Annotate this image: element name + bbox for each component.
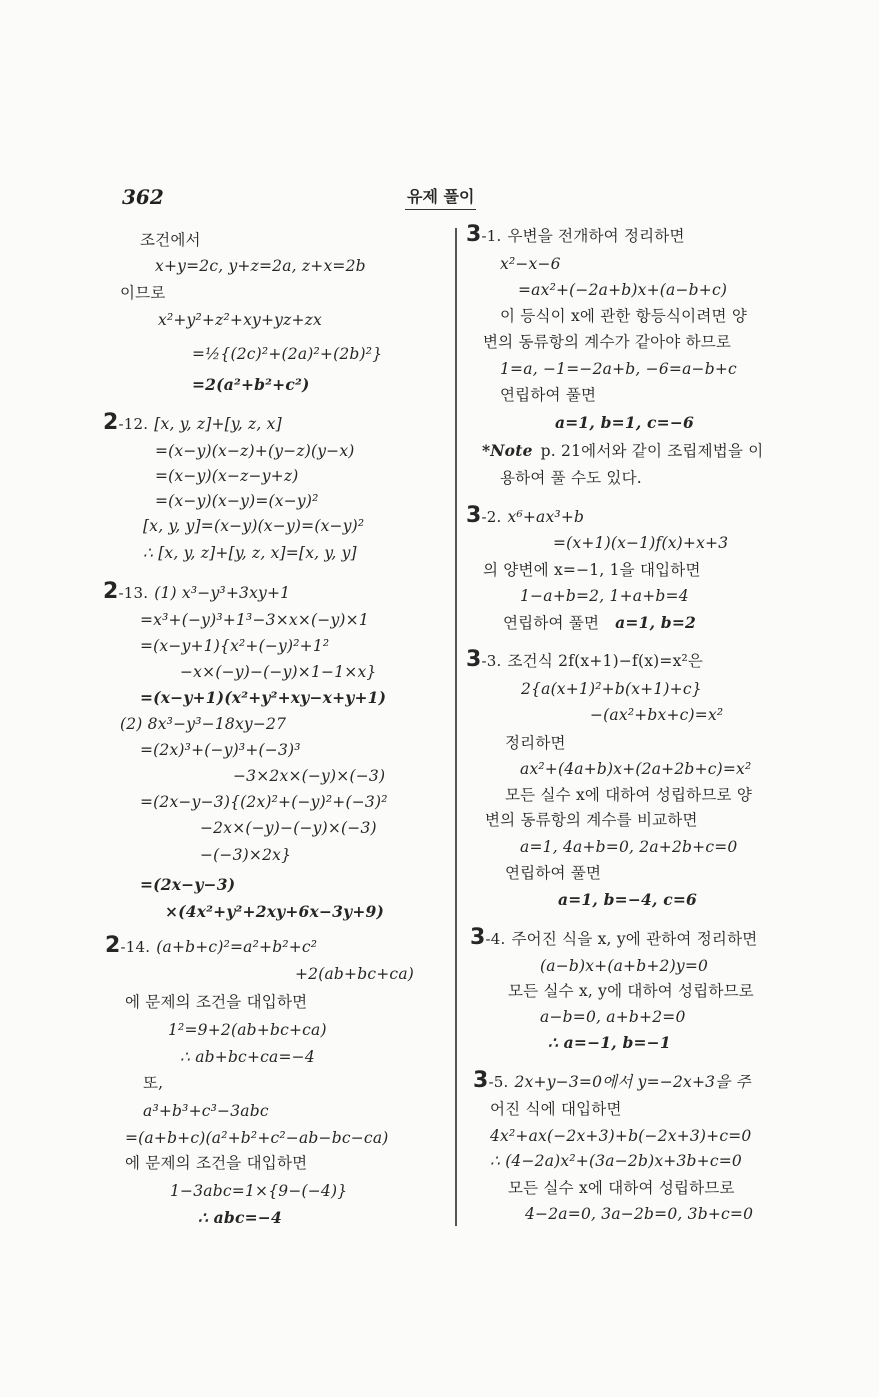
math-line: 1²=9+2(ab+bc+ca) [168,1021,327,1039]
problem-3-3 [466,648,703,673]
text-line: 의 양변에 x=−1, 1을 대입하면 [483,561,701,579]
page-title: 유제 풀이 [405,184,476,210]
problem-minor: -14. [120,938,151,956]
math-line: =ax²+(−2a+b)x+(a−b+c) [518,281,728,299]
math-line: 2{a(x+1)²+b(x+1)+c} [521,680,702,698]
problem-major: 3 [473,1068,489,1093]
math-line: 1−a+b=2, 1+a+b=4 [520,587,689,605]
problem-2-12 [103,411,282,436]
text-line: 모든 실수 x에 대하여 성립하므로 [508,1179,735,1197]
problem-major: 2 [103,410,119,435]
math-line: 1=a, −1=−2a+b, −6=a−b+c [500,360,737,378]
math-line: =(2x)³+(−y)³+(−3)³ [140,741,301,759]
math-result: =(2x−y−3) [140,875,236,894]
problem-expression: (1) x³−y³+3xy+1 [154,584,291,602]
math-line: =(x−y)(x−z−y+z) [155,467,299,485]
math-line: [x, y, y]=(x−y)(x−y)=(x−y)² [143,517,365,535]
math-line: −(−3)×2x} [200,846,292,864]
math-line: =(x−y)(x−y)=(x−y)² [155,492,319,510]
math-line: a−b=0, a+b+2=0 [540,1008,686,1026]
math-result: a=1, b=2 [615,613,696,632]
text-line: 이므로 [120,284,166,302]
math-result: a=1, b=−4, c=6 [558,890,698,909]
note-text: 용하여 풀 수도 있다. [500,469,642,487]
math-line: −3×2x×(−y)×(−3) [233,767,386,785]
math-line: =(x−y+1){x²+(−y)²+1² [140,637,330,655]
problem-minor: -5. [488,1073,509,1091]
text-line: 모든 실수 x에 대하여 성립하므로 양 [505,786,752,804]
page-number: 362 [122,185,164,209]
problem-minor: -4. [485,930,506,948]
problem-major: 2 [103,579,119,604]
problem-minor: -2. [481,508,502,526]
text-line: 변의 동류항의 계수가 같아야 하므로 [483,333,732,351]
math-line: ax²+(4a+b)x+(2a+2b+c)=x² [520,760,752,778]
math-result: =(x−y+1)(x²+y²+xy−x+y+1) [140,688,387,707]
math-line: =x³+(−y)³+1³−3×x×(−y)×1 [140,611,369,629]
math-line: ∴ (4−2a)x²+(3a−2b)x+3b+c=0 [490,1152,742,1170]
math-line: =(x+1)(x−1)f(x)+x+3 [553,534,729,552]
math-result: =2(a²+b²+c²) [192,375,310,394]
problem-text: 주어진 식을 x, y에 관하여 정리하면 [511,930,758,948]
text-line: 이 등식이 x에 관한 항등식이려면 양 [500,307,747,325]
problem-3-4 [470,926,757,951]
problem-expression: (a+b+c)²=a²+b²+c² [156,938,318,956]
text-line: 모든 실수 x, y에 대하여 성립하므로 [508,982,754,1000]
math-line: +2(ab+bc+ca) [295,965,415,983]
math-result: ∴ a=−1, b=−1 [548,1033,671,1052]
problem-text: 조건식 2f(x+1)−f(x)=x²은 [507,652,704,670]
text-line [503,611,696,635]
math-line: (a−b)x+(a+b+2)y=0 [540,957,709,975]
problem-expression: 2x+y−3=0에서 y=−2x+3을 주 [514,1073,751,1091]
problem-2-13 [103,580,290,605]
math-result: ×(4x²+y²+2xy+6x−3y+9) [165,902,385,921]
math-line: 4−2a=0, 3a−2b=0, 3b+c=0 [525,1205,754,1223]
column-divider [455,228,457,1226]
math-line: =(2x−y−3){(2x)²+(−y)²+(−3)² [140,793,388,811]
math-result: a=1, b=1, c=−6 [555,413,695,432]
math-line: a=1, 4a+b=0, 2a+2b+c=0 [520,838,738,856]
math-result: ∴ abc=−4 [198,1208,282,1227]
text-line: 연립하여 풀면 [505,864,602,882]
text-line: 연립하여 풀면 [500,386,597,404]
text-line: 조건에서 [140,231,201,249]
text-line: 에 문제의 조건을 대입하면 [125,993,308,1011]
problem-minor: -12. [118,415,149,433]
problem-expression: [x, y, z]+[y, z, x] [154,415,282,433]
math-line: −2x×(−y)−(−y)×(−3) [200,819,377,837]
problem-text: 우변을 전개하여 정리하면 [507,227,685,245]
problem-2-14 [105,934,317,959]
problem-expression: x⁶+ax³+b [507,508,585,526]
problem-3-5 [473,1069,751,1094]
math-line: 4x²+ax(−2x+3)+b(−2x+3)+c=0 [490,1127,752,1145]
text-line: 에 문제의 조건을 대입하면 [125,1154,308,1172]
math-line: ∴ [x, y, z]+[y, z, x]=[x, y, y] [143,544,357,562]
problem-major: 3 [470,925,486,950]
math-line: =½{(2c)²+(2a)²+(2b)²} [192,345,383,363]
problem-minor: -3. [481,652,502,670]
problem-major: 3 [466,503,482,528]
text-line: 정리하면 [505,734,566,752]
math-line: x²−x−6 [500,255,561,273]
math-line: −x×(−y)−(−y)×1−1×x} [180,663,377,681]
note-label: *Note [482,441,533,460]
text-line: 변의 동류항의 계수를 비교하면 [485,811,698,829]
note-text: p. 21에서와 같이 조립제법을 이 [540,442,764,460]
problem-major: 3 [466,222,482,247]
math-line: 1−3abc=1×{9−(−4)} [170,1182,348,1200]
problem-3-2 [466,504,584,529]
math-line: x+y=2c, y+z=2a, z+x=2b [155,257,366,275]
math-line: −(ax²+bx+c)=x² [590,706,724,724]
problem-major: 3 [466,647,482,672]
math-line: ∴ ab+bc+ca=−4 [180,1048,315,1066]
problem-major: 2 [105,933,121,958]
math-line: (2) 8x³−y³−18xy−27 [120,715,287,733]
problem-minor: -1. [481,227,502,245]
math-line: x²+y²+z²+xy+yz+zx [158,311,322,329]
text-line: 어진 식에 대입하면 [490,1100,622,1118]
text-line: 또, [143,1074,164,1092]
problem-3-1 [466,223,685,248]
math-line: a³+b³+c³−3abc [143,1102,269,1120]
math-line: =(x−y)(x−z)+(y−z)(y−x) [155,442,355,460]
text: 연립하여 풀면 [503,614,600,632]
note-line [482,439,763,463]
math-line: =(a+b+c)(a²+b²+c²−ab−bc−ca) [125,1129,389,1147]
problem-minor: -13. [118,584,149,602]
